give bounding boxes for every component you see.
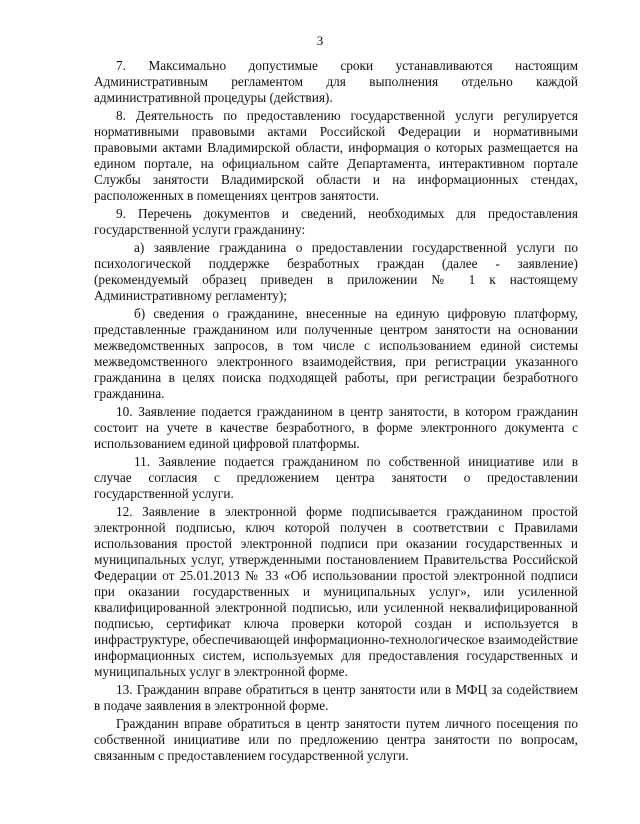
paragraph-13: 13. Гражданин вправе обратиться в центр занятости или в МФЦ за содействием в подаче заявления в электронной форме. xyxy=(94,682,578,713)
paragraph-9: 9. Перечень документов и сведений, необходимых для предоставления государственной услуги гражданину: xyxy=(94,206,578,237)
paragraph-11: 11. Заявление подается гражданином по собственной инициативе или в случае согласия с предложением центра занятости о предоставлении государственной услуги. xyxy=(94,454,578,501)
paragraph-7: 7. Максимально допустимые сроки устанавливаются настоящим Административным регламентом для выполнения отдельно каждой административной процедуры (действия). xyxy=(94,58,578,105)
paragraph-12: 12. Заявление в электронной форме подписывается гражданином простой электронной подписью, ключ которой получен в соответствии с Правилами использования простой электронной подписи при оказании государственных и муниципальных услуг, утвержденными постановлением Правительства Российской Федерации от 25.01.2013 № 33 «Об использовании простой электронной подписи при оказании государственных и муниципальных услуг», или усиленной квалифицированной электронной подписью, или усиленной неквалифицированной подписью, сертификат ключа проверки которой создан и используется в инфраструктуре, обеспечивающей информационно-технологическое взаимодействие информационных систем, используемых для предоставления государственных и муниципальных услуг в электронной форме. xyxy=(94,504,578,679)
paragraph-8: 8. Деятельность по предоставлению государственной услуги регулируется нормативными правовыми актами Российской Федерации и нормативными правовыми актами Владимирской области, информация о которых размещается на едином портале, на официальном сайте Департамента, интерактивном портале Службы занятости Владимирской области и на информационных стендах, расположенных в помещениях центров занятости. xyxy=(94,108,578,203)
document-body xyxy=(94,58,578,766)
page-number: 3 xyxy=(316,33,324,48)
paragraph-9a: а) заявление гражданина о предоставлении государственной услуги по психологической поддержке безработных граждан (далее - заявление) (рекомендуемый образец приведен в приложении № 1 к настоящему Административному регламенту); xyxy=(94,240,578,303)
paragraph-13-continuation: Гражданин вправе обратиться в центр занятости путем личного посещения по собственной инициативе или по предложению центра занятости по вопросам, связанным с предоставлением государственной услуги. xyxy=(94,716,578,763)
paragraph-9b: б) сведения о гражданине, внесенные на единую цифровую платформу, представленные гражданином или полученные центром занятости на основании межведомственных запросов, в том числе с использованием единой системы межведомственного электронного взаимодействия, при регистрации указанного гражданина в целях поиска подходящей работы, при регистрации безработного гражданина. xyxy=(94,306,578,401)
paragraph-10: 10. Заявление подается гражданином в центр занятости, в котором гражданин состоит на учете в качестве безработного, в форме электронного документа с использованием единой цифровой платформы. xyxy=(94,404,578,451)
